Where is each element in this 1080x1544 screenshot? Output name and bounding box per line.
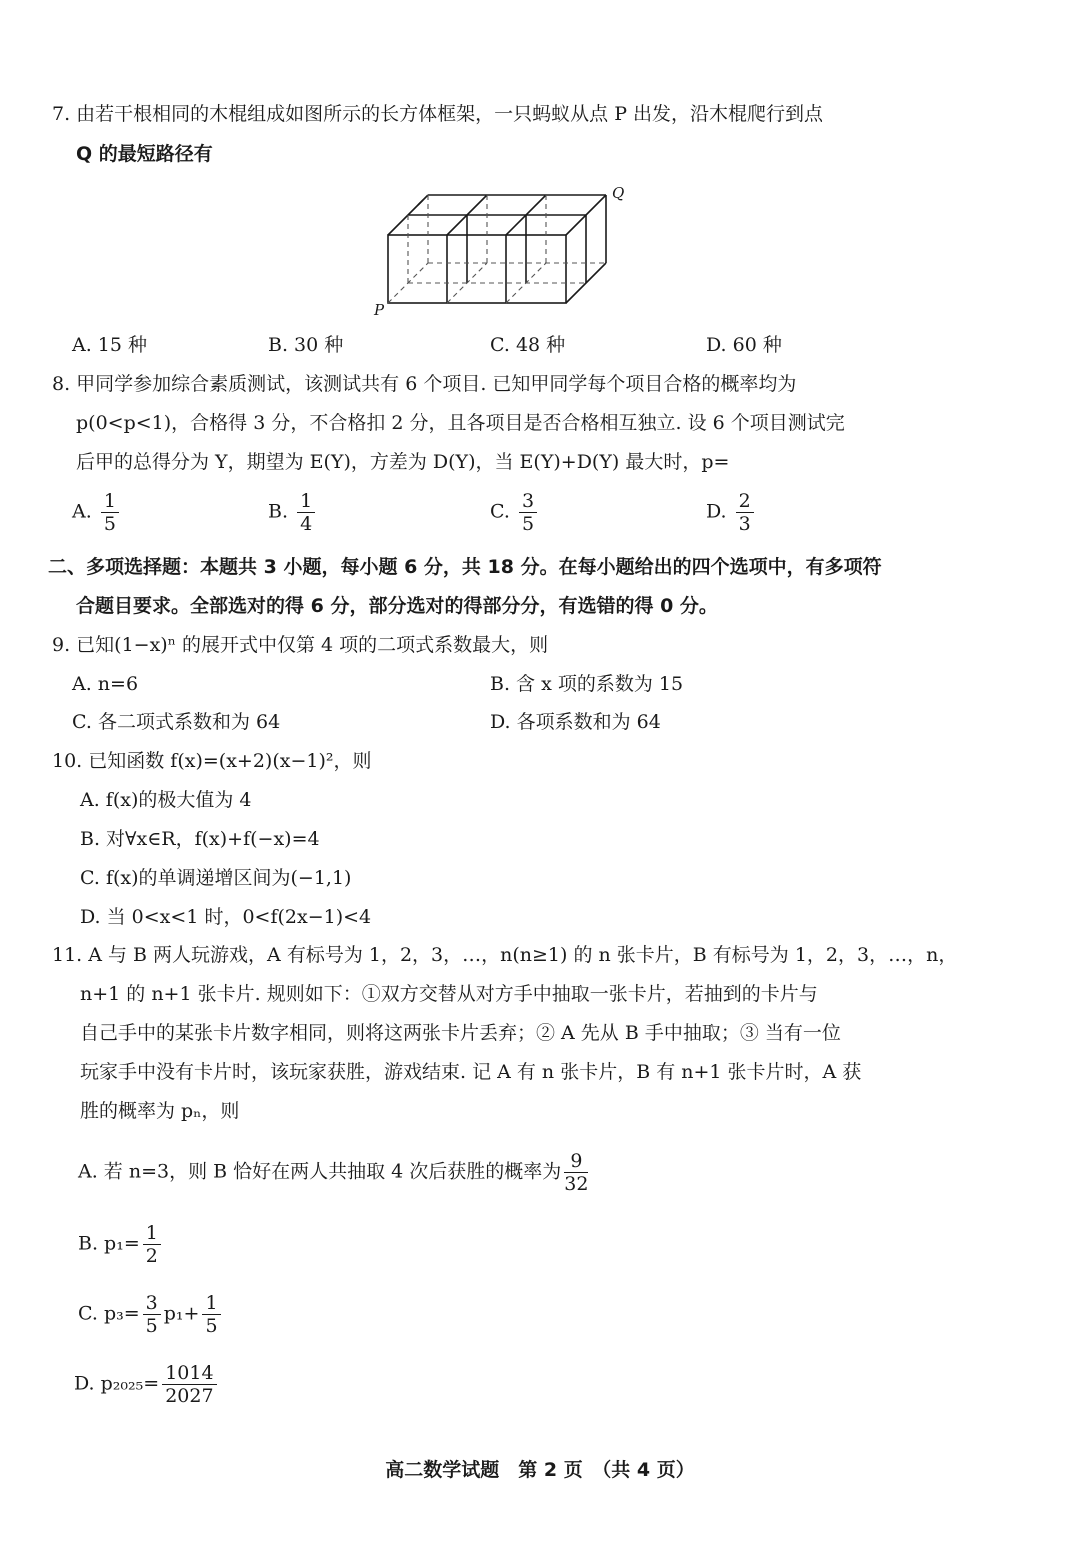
fraction <box>162 1362 216 1407</box>
denominator: 4 <box>300 513 313 535</box>
option-text: B. p₁= <box>78 1232 140 1255</box>
q9-option-d: D. 各项系数和为 64 <box>490 711 661 733</box>
q9-stem: 9. 已知(1−x)ⁿ 的展开式中仅第 4 项的二项式系数最大，则 <box>52 634 549 656</box>
fraction <box>519 490 537 535</box>
denominator: 32 <box>564 1173 589 1195</box>
point-p-label: P <box>374 301 385 319</box>
option-text-mid: p₁+ <box>163 1302 200 1325</box>
fraction <box>202 1292 220 1337</box>
q8-stem-line3: 后甲的总得分为 Y，期望为 E(Y)，方差为 D(Y)，当 E(Y)+D(Y) 最大时，p= <box>76 451 730 473</box>
fraction <box>297 490 315 535</box>
page-footer: 高二数学试题 第 2 页 （共 4 页） <box>385 1459 695 1481</box>
q10-option-c: C. f(x)的单调递增区间为(−1,1) <box>80 867 352 889</box>
option-text: C. p₃= <box>78 1302 140 1325</box>
q8-stem-line1: 8. 甲同学参加综合素质测试，该测试共有 6 个项目. 已知甲同学每个项目合格的概率均为 <box>52 373 797 395</box>
denominator: 2 <box>145 1245 158 1267</box>
q9-option-b: B. 含 x 项的系数为 15 <box>490 673 684 695</box>
q8-option-a <box>72 490 122 535</box>
q11-stem-line4: 玩家手中没有卡片时，该玩家获胜，游戏结束. 记 A 有 n 张卡片，B 有 n+1 张卡片时，A 获 <box>80 1061 862 1083</box>
option-label: D. <box>706 500 727 523</box>
denominator: 5 <box>521 513 535 535</box>
q8-option-b <box>268 490 318 535</box>
numerator: 1 <box>101 490 119 513</box>
numerator: 1 <box>297 490 315 513</box>
numerator: 3 <box>519 490 537 513</box>
numerator: 2 <box>736 490 754 513</box>
option-label: B. <box>268 500 289 523</box>
numerator: 9 <box>564 1150 588 1173</box>
denominator: 3 <box>738 513 751 535</box>
fraction <box>143 1222 161 1267</box>
numerator: 3 <box>143 1292 161 1315</box>
q7-stem-line2: Q 的最短路径有 <box>76 143 213 165</box>
q11-option-b <box>78 1222 164 1267</box>
option-text: D. p₂₀₂₅= <box>74 1372 160 1395</box>
q9-option-c: C. 各二项式系数和为 64 <box>72 711 281 733</box>
q10-option-a: A. f(x)的极大值为 4 <box>80 789 252 811</box>
q11-stem-line2: n+1 的 n+1 张卡片. 规则如下：①双方交替从对方手中抽取一张卡片，若抽到的卡片与 <box>80 983 818 1005</box>
q7-option-b: B. 30 种 <box>268 334 344 356</box>
section2-heading-line2: 合题目要求。全部选对的得 6 分，部分选对的得部分分，有选错的得 0 分。 <box>76 595 718 617</box>
q8-option-c <box>490 490 540 535</box>
q11-option-a <box>78 1150 591 1195</box>
point-q-label: Q <box>612 184 625 202</box>
q10-stem: 10. 已知函数 f(x)=(x+2)(x−1)²，则 <box>52 750 372 772</box>
q11-stem-line5: 胜的概率为 pₙ，则 <box>80 1100 240 1122</box>
q9-option-a: A. n=6 <box>72 673 139 695</box>
q7-option-c: C. 48 种 <box>490 334 566 356</box>
q11-stem-line3: 自己手中的某张卡片数字相同，则将这两张卡片丢弃；② A 先从 B 手中抽取；③ 当有一位 <box>80 1022 841 1044</box>
numerator: 1 <box>143 1222 161 1245</box>
numerator: 1014 <box>162 1362 216 1385</box>
denominator: 5 <box>103 513 116 535</box>
option-label: A. <box>72 500 92 523</box>
denominator: 2027 <box>165 1385 214 1407</box>
q7-option-d: D. 60 种 <box>706 334 782 356</box>
q11-option-c <box>78 1292 224 1337</box>
q11-option-d <box>74 1362 220 1407</box>
q10-option-d: D. 当 0<x<1 时，0<f(2x−1)<4 <box>80 906 372 928</box>
denominator: 5 <box>205 1315 218 1337</box>
q10-option-b: B. 对∀x∈R，f(x)+f(−x)=4 <box>80 828 320 850</box>
q8-stem-line2: p(0<p<1)，合格得 3 分，不合格扣 2 分，且各项目是否合格相互独立. 设 6 个项目测试完 <box>76 412 845 434</box>
fraction <box>736 490 754 535</box>
numerator: 1 <box>202 1292 220 1315</box>
option-text: A. 若 n=3，则 B 恰好在两人共抽取 4 次后获胜的概率为 <box>78 1160 562 1183</box>
q7-stem-line1: 7. 由若干根相同的木棍组成如图所示的长方体框架，一只蚂蚁从点 P 出发，沿木棍爬行到点 <box>52 103 824 125</box>
q11-stem-line1: 11. A 与 B 两人玩游戏，A 有标号为 1，2，3，…，n(n≥1) 的 n 张卡片，B 有标号为 1，2，3，…，n， <box>52 944 958 966</box>
q7-option-a: A. 15 种 <box>72 334 148 356</box>
q8-option-d <box>706 490 757 535</box>
fraction <box>564 1150 588 1195</box>
fraction <box>101 490 119 535</box>
fraction <box>143 1292 161 1337</box>
option-label: C. <box>490 500 510 523</box>
denominator: 5 <box>145 1315 158 1337</box>
cuboid-frame-figure <box>370 180 640 320</box>
section2-heading-line1: 二、多项选择题：本题共 3 小题，每小题 6 分，共 18 分。在每小题给出的四个选项中，有多项符 <box>48 556 882 578</box>
